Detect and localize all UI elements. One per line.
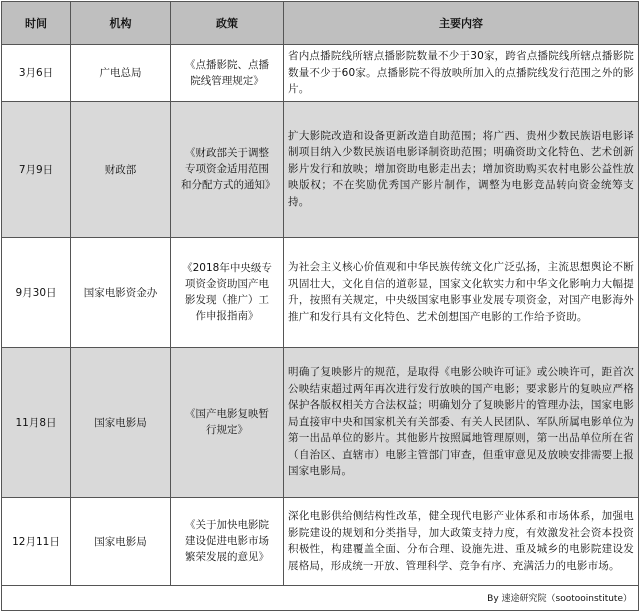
header-date: 时间 [2,2,71,45]
row-content: 深化电影供给侧结构性改革，健全现代电影产业体系和市场体系，加强电影院建设的规划和分类指导，加大政策支持力度，有效激发社会资本投资积极性，构建覆盖全面、分布合理、设施先进、重及城乡的电影院建设发展格局，形成统一开放、管理科学、竞争有序、充满活力的电影市场。 [284,497,639,585]
row-content: 省内点播院线所辖点播影院数量不少于30家，跨省点播院线所辖点播影院数量不少于60家。点播影院不得放映所加入的点播院线发行范围之外的影片。 [284,45,639,102]
row-date: 9月30日 [2,237,71,347]
row-content: 扩大影院改造和设备更新改造自助范围；将广西、贵州少数民族语电影译制项目纳入少数民族语电影译制资助范围；明确资助文化特色、艺术创新影片发行和放映；增加资助电影走出去；增加资助购买农村电影公益性放映版权；不在奖励优秀国产影片制作，调整为电影竞品转向资金统筹支持。 [284,101,639,237]
row-org: 国家电影资金办 [71,237,171,347]
row-content: 为社会主义核心价值观和中华民族传统文化广泛弘扬，主流思想舆论不断巩固壮大，文化自信的道彰显，国家文化软实力和中华文化影响力大幅提升，按照有关规定，中央级国家电影事业发展专项资金，对国产电影海外推广和发行具有文化特色、艺术创想国产电影的工作给予资助。 [284,237,639,347]
row-policy: 《点播影院、点播院线管理规定》 [171,45,284,102]
row-date: 11月8日 [2,347,71,497]
row-policy: 《财政部关于调整专项资金适用范围和分配方式的通知》 [171,101,284,237]
row-policy: 《关于加快电影院建设促进电影市场繁荣发展的意见》 [171,497,284,585]
source-credit: By 速途研究院（sootooinstitute） [2,585,639,610]
row-org: 国家电影局 [71,497,171,585]
header-org: 机构 [71,2,171,45]
row-org: 广电总局 [71,45,171,102]
row-date: 7月9日 [2,101,71,237]
table-row [2,347,639,497]
table-row [2,497,639,585]
table-row [2,237,639,347]
footer-row [2,585,639,610]
row-content: 明确了复映影片的规范，是取得《电影公映许可证》或公映许可，距首次公映结束超过两年再次进行发行放映的国产电影；要求影片的复映应严格保护各版权相关方合法权益；明确划分了复映影片的管理办法，国家电影局直接审中央和国家机关有关部委、有关人民团队、军队所属电影单位为第一出品单位的影片。其他影片按照属地管理原则，第一出品单位所在省（自治区、直辖市）电影主管部门审查，但重审意见及放映安排需要上报国家电影局。 [284,347,639,497]
row-date: 3月6日 [2,45,71,102]
table-row [2,101,639,237]
row-policy: 《国产电影复映暂行规定》 [171,347,284,497]
row-date: 12月11日 [2,497,71,585]
row-org: 财政部 [71,101,171,237]
row-policy: 《2018年中央级专项资金资助国产电影发现（推广）工作申报指南》 [171,237,284,347]
header-content: 主要内容 [284,2,639,45]
header-policy: 政策 [171,2,284,45]
policy-table [1,1,639,611]
header-row [2,2,639,45]
table-row [2,45,639,102]
row-org: 国家电影局 [71,347,171,497]
